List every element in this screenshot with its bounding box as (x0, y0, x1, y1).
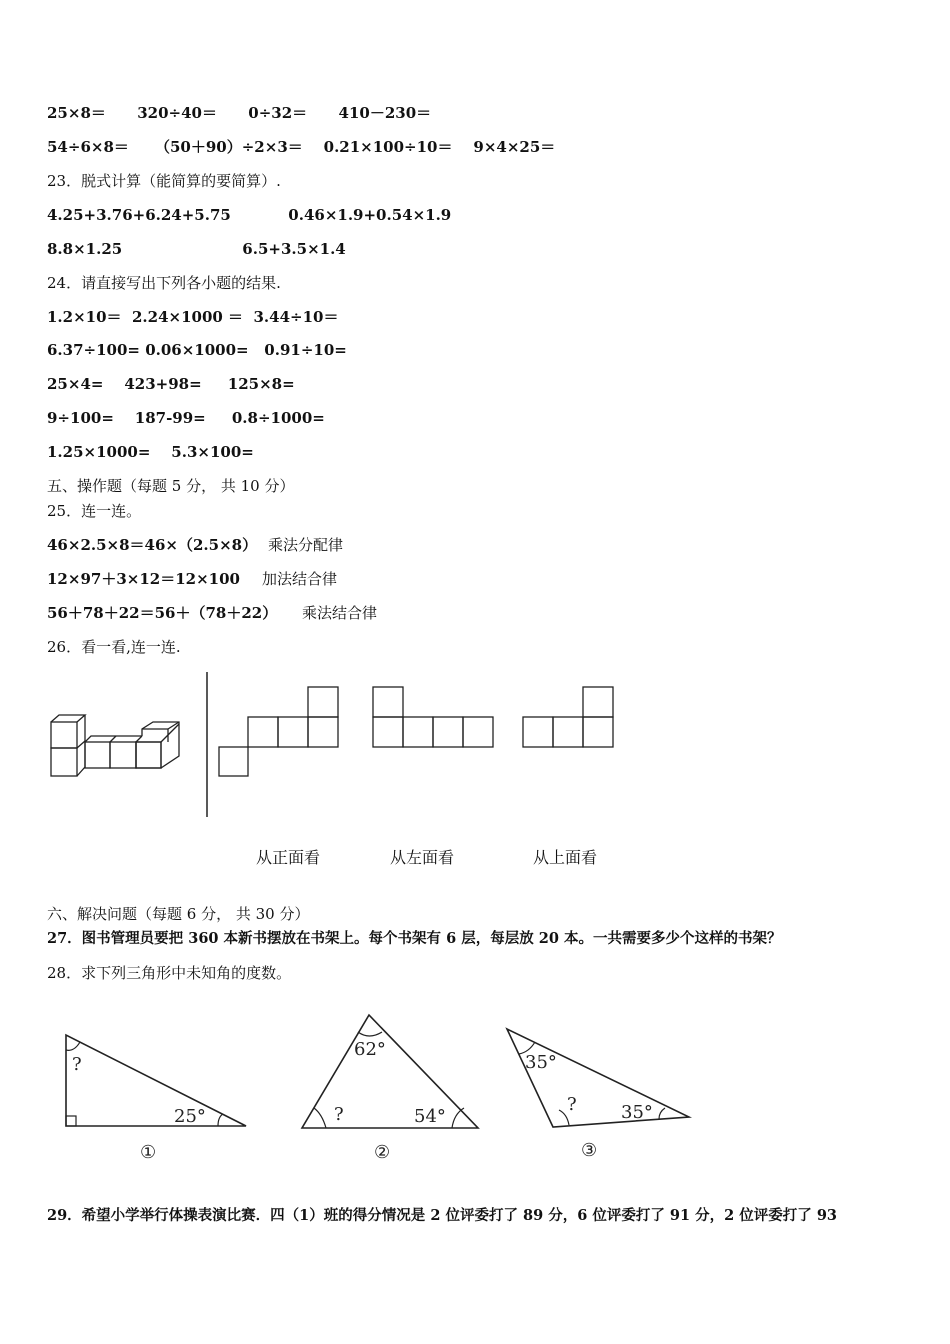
t3-label: ③ (581, 1140, 598, 1161)
t3-unknown-angle: ? (567, 1094, 577, 1115)
q25-law-c: 乘法结合律 (302, 604, 378, 622)
question-23-line-a: 4.25+3.76+6.24+5.75 0.46×1.9+0.54×1.9 (47, 206, 452, 224)
question-26: 26．看一看,连一连. (47, 638, 181, 656)
view-label-front: 从正面看 (256, 848, 321, 867)
question-24-line-e: 1.25×1000= 5.3×100= (47, 443, 254, 461)
question-28: 28．求下列三角形中未知角的度数。 (47, 964, 292, 982)
section-5-heading: 五、操作题（每题 5 分， 共 10 分） (47, 477, 295, 495)
view-label-top: 从上面看 (533, 848, 598, 867)
triangle-3 (503, 1024, 703, 1164)
q25-expr-a: 46×2.5×8＝46×（2.5×8） (47, 536, 258, 554)
t3-top-angle: 35° (525, 1052, 557, 1073)
q25-law-a: 乘法分配律 (268, 536, 344, 554)
t1-unknown-angle: ? (72, 1054, 82, 1075)
view-shape-3 (522, 686, 616, 748)
q25-expr-c: 56＋78＋22＝56＋（78＋22） (47, 604, 278, 622)
divider-line (205, 672, 209, 817)
q25-law-b: 加法结合律 (262, 570, 338, 588)
calc-line-2: 54÷6×8＝ （50＋90）÷2×3＝ 0.21×100÷10＝ 9×4×25＝ (47, 138, 556, 156)
question-29: 29．希望小学举行体操表演比赛．四（1）班的得分情况是 2 位评委打了 89 分，6 位评委打了 91 分，2 位评委打了 93 (47, 1207, 837, 1224)
question-25: 25．连一连。 (47, 502, 142, 520)
triangle-1 (58, 1030, 258, 1170)
question-24-line-c: 25×4= 423+98= 125×8= (47, 375, 295, 393)
question-27: 27．图书管理员要把 360 本新书摆放在书架上。每个书架有 6 层，每层放 20 本。一共需要多少个这样的书架？ (47, 930, 782, 947)
q25-expr-b: 12×97＋3×12＝12×100 (47, 570, 240, 588)
t1-known-angle: 25° (174, 1106, 206, 1127)
question-24-line-a: 1.2×10＝ 2.24×1000 ＝ 3.44÷10＝ (47, 308, 339, 326)
question-24-line-d: 9÷100= 187-99= 0.8÷1000= (47, 409, 325, 427)
question-24-line-b: 6.37÷100= 0.06×1000= 0.91÷10= (47, 341, 347, 359)
view-label-left: 从左面看 (390, 848, 455, 867)
t2-known-angle: 54° (414, 1106, 446, 1127)
t2-label: ② (374, 1142, 391, 1163)
t2-top-angle: 62° (354, 1039, 386, 1060)
view-shape-1 (218, 686, 340, 778)
calc-line-1: 25×8＝ 320÷40＝ 0÷32＝ 410－230＝ (47, 104, 432, 122)
question-23: 23．脱式计算（能简算的要简算）. (47, 172, 281, 190)
question-23-line-b: 8.8×1.25 6.5+3.5×1.4 (47, 240, 346, 258)
triangle-2 (298, 1010, 488, 1163)
section-6-heading: 六、解决问题（每题 6 分， 共 30 分） (47, 905, 310, 923)
question-24: 24．请直接写出下列各小题的结果. (47, 274, 281, 292)
t2-unknown-angle: ? (334, 1104, 344, 1125)
view-shape-2 (372, 686, 496, 748)
cube-solid-figure (48, 712, 188, 782)
t1-label: ① (140, 1142, 157, 1163)
t3-known-angle: 35° (621, 1102, 653, 1123)
